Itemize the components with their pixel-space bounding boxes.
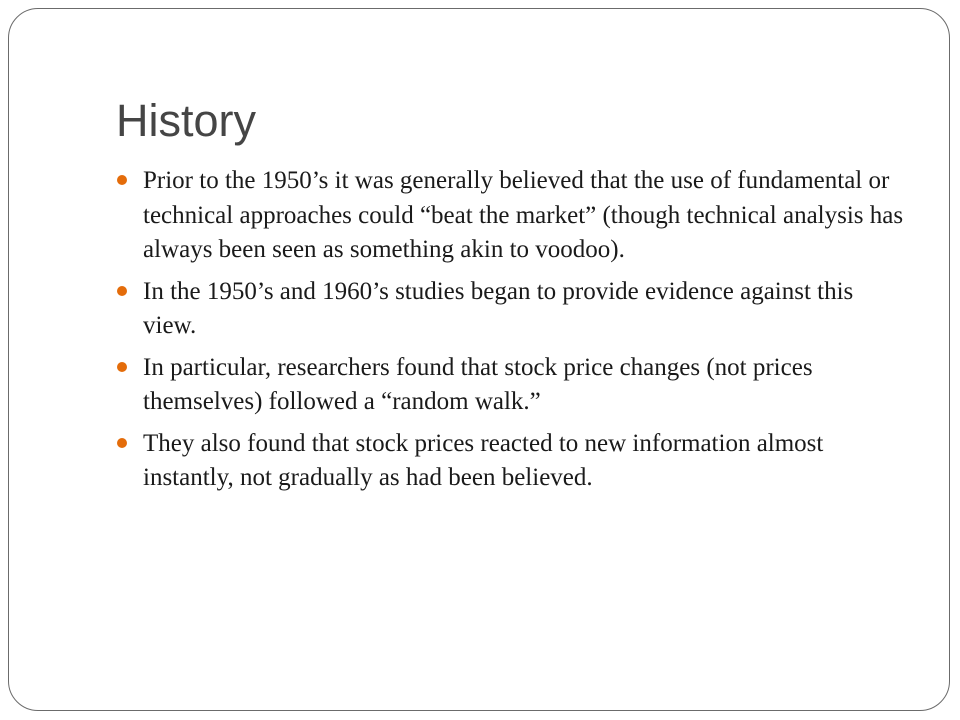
bullet-text: They also found that stock prices reacted to new information almost instantly, not gradually as had been believed. [143, 429, 824, 491]
bullet-text: Prior to the 1950’s it was generally believed that the use of fundamental or technical approaches could “beat the market” (though technical analysis has always been seen as something akin to voodoo). [143, 167, 904, 263]
bullet-text: In particular, researchers found that stock price changes (not prices themselves) followed a “random walk.” [143, 353, 813, 415]
bullet-dot-icon [117, 175, 127, 185]
bullet-text: In the 1950’s and 1960’s studies began to provide evidence against this view. [143, 277, 854, 339]
bullet-item [116, 275, 906, 344]
bullet-dot-icon [117, 438, 127, 448]
bullet-item [116, 351, 906, 420]
bullet-dot-icon [117, 362, 127, 372]
bullet-item [116, 164, 906, 268]
bullet-item [116, 427, 906, 496]
slide-frame [8, 8, 950, 711]
slide-title: History [116, 95, 257, 146]
bullet-list [116, 164, 906, 503]
bullet-dot-icon [117, 286, 127, 296]
